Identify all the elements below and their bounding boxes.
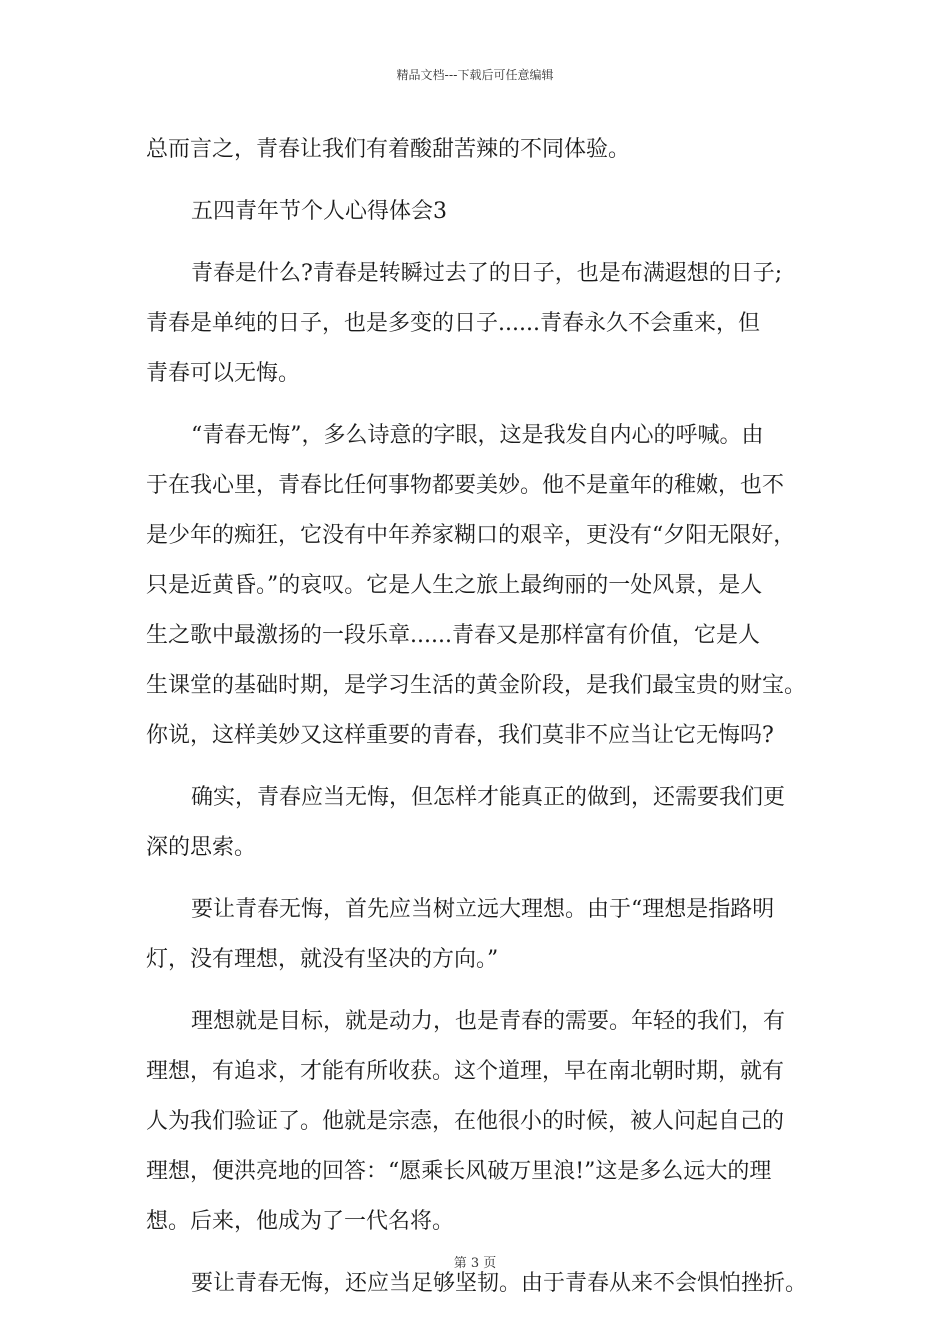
paragraph-gap (146, 237, 808, 249)
paragraph-line: 生之歌中最激扬的一段乐章......青春又是那样富有价值，它是人 (146, 623, 760, 648)
paragraph-gap (146, 761, 808, 773)
paragraph-line: 要让青春无悔，首先应当树立远大理想。由于“理想是指路明 (191, 897, 775, 922)
paragraph-line: 只是近黄昏。”的哀叹。它是人生之旅上最绚丽的一处风景，是人 (146, 573, 763, 598)
paragraph-line: 理想就是目标，就是动力，也是青春的需要。年轻的我们，有 (191, 1009, 786, 1034)
paragraph-line: 确实，青春应当无悔，但怎样才能真正的做到，还需要我们更 (191, 785, 786, 810)
paragraph (146, 885, 808, 985)
paragraph (146, 411, 808, 761)
paragraph-gap (146, 873, 808, 885)
paragraph-line: 青春是单纯的日子，也是多变的日子......青春永久不会重来，但 (146, 311, 760, 336)
paragraph-line: 人为我们验证了。他就是宗悫，在他很小的时候，被人问起自己的 (146, 1109, 785, 1134)
paragraph-gap (146, 175, 808, 187)
paragraph-line: 理想，有追求，才能有所收获。这个道理，早在南北朝时期，就有 (146, 1059, 785, 1084)
paragraph-line: 你说，这样美妙又这样重要的青春，我们莫非不应当让它无悔吗? (146, 723, 774, 748)
paragraph-line: 深的思索。 (146, 835, 257, 860)
paragraph-line: 于在我心里，青春比任何事物都要美妙。他不是童年的稚嫩，也不 (146, 473, 785, 498)
paragraph-line: 要让青春无悔，还应当足够坚韧。由于青春从来不会惧怕挫折。 (191, 1271, 808, 1296)
paragraph (146, 997, 808, 1247)
paragraph (146, 187, 808, 237)
paragraph (146, 125, 808, 175)
paragraph-line: 五四青年节个人心得体会3 (191, 199, 447, 224)
paragraph-line: 总而言之，青春让我们有着酸甜苦辣的不同体验。 (146, 137, 631, 162)
paragraph-line: 青春是什么?青春是转瞬过去了的日子，也是布满遐想的日子; (191, 261, 783, 286)
paragraph-gap (146, 985, 808, 997)
paragraph (146, 773, 808, 873)
paragraph-gap (146, 399, 808, 411)
paragraph (146, 249, 808, 399)
paragraph-line: 青春可以无悔。 (146, 361, 301, 386)
paragraph-line: 是少年的痴狂，它没有中年养家糊口的艰辛，更没有“夕阳无限好， (146, 523, 796, 548)
document-body (146, 125, 808, 1309)
paragraph-line: 灯，没有理想，就没有坚决的方向。” (146, 947, 499, 972)
paragraph-line: “青春无悔”，多么诗意的字眼，这是我发自内心的呼喊。由 (191, 423, 764, 448)
paragraph-line: 想。后来，他成为了一代名将。 (146, 1209, 455, 1234)
paragraph-line: 生课堂的基础时期，是学习生活的黄金阶段，是我们最宝贵的财宝。 (146, 673, 807, 698)
page-footer: 第 3 页 (453, 1256, 497, 1271)
page-header: 精品文档---下载后可任意编辑 (396, 68, 554, 82)
paragraph-line: 理想，便洪亮地的回答：“愿乘长风破万里浪!”这是多么远大的理 (146, 1159, 772, 1184)
